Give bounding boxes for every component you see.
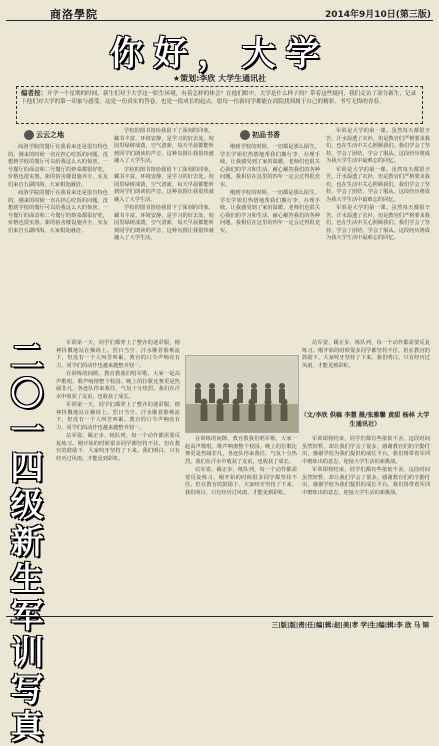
article-paragraph: 在训练的间隙，教官教我们唱军歌，大家一起高声歌唱，歌声响彻整个校园。晚上的拉歌比赛更是热闹非凡，各连队你来我往，气氛十分热烈。我们在汗水中收获了友谊，也收获了成长。 (56, 371, 180, 400)
section-bullet-icon (24, 130, 34, 140)
article-paragraph: 学校的图书馆给我留下了深刻的印象，藏书丰富，环境安静，是学习的好去处。校园里绿树成荫，空气清新，每天早晨都能听到同学们朗读的声音，这种氛围让我很快就融入了大学生活。 (114, 128, 214, 165)
military-training-photo (185, 355, 299, 433)
article-paragraph: 站军姿、踢正步、练队列，每一个动作都需要反复练习。刚开始的时候很多同学都坚持不住，但在教官的鼓励下，大家咬牙坚持了下来。我们明白，只有经历过风雨，才能见到彩虹。 (56, 433, 180, 462)
photo-illustration (186, 356, 298, 432)
article-paragraph: 学校的图书馆给我留下了深刻的印象，藏书丰富，环境安静，是学习的好去处。校园里绿树成荫，空气清新，每天早晨都能听到同学们朗读的声音，这种氛围让我很快就融入了大学生活。 (114, 166, 214, 203)
article-paragraph: 军训第一天，同学们都穿上了整齐的迷彩服，精神抖擞地站在操场上。烈日当空，汗水顺着脸颊流下，但没有一个人叫苦叫累。教官的口令声响亮有力，同学们的动作也越来越整齐划一。 (56, 340, 180, 369)
article-paragraph: 站军姿、踢正步、练队列，每一个动作都需要反复练习。刚开始的时候很多同学都坚持不住，但在教官的鼓励下，大家咬牙坚持了下来。我们明白，只有经历过风雨，才能见到彩虹。 (185, 467, 297, 496)
vertical-title: 二〇一四级新生军训写真 (10, 337, 44, 746)
article-paragraph: 在训练的间隙，教官教我们唱军歌，大家一起高声歌唱，歌声响彻整个校园。晚上的拉歌比赛更是热闹非凡，各连队你来我往，气氛十分热烈。我们在汗水中收获了友谊，也收获了成长。 (185, 436, 297, 465)
section-bullet-icon (240, 130, 250, 140)
article-paragraph: 刚到学校的时候，一切都是那么陌生。学长学姐们热情地帮我们搬行李、办理手续，让我感受到了家的温暖。老师们也很关心我们的学习和生活，耐心解答我们的各种问题。我相信在这里的四年一定会过得很充实。 (220, 144, 320, 188)
lower-column-2 (185, 436, 297, 612)
article-paragraph: 军训是大学的第一课。虽然每天都很辛苦，汗水湿透了衣衫，但是教官们严格要求我们，也在生活中关心照顾我们。我们学会了坚持，学会了团结，学会了服从。这段经历将成为我大学生活中最难忘的回忆。 (326, 205, 430, 242)
masthead (6, 6, 433, 21)
lower-column-1 (56, 340, 180, 612)
article-paragraph: 学校的图书馆给我留下了深刻的印象，藏书丰富，环境安静，是学习的好去处。校园里绿树成荫，空气清新，每天早晨都能听到同学们朗读的声音，这种氛围让我很快就融入了大学生活。 (114, 205, 214, 242)
article-paragraph: 商洛学院的餐厅在我看来还是很有特色的。刚来的时候一直在担心吃饭的问题，没想到学校的餐厅可以给我这么大的惊喜。一号餐厅的面食和二号餐厅的炒菜都很好吃，价格也很实惠。新的宿舍楼设施齐全，室友们来自五湖四海，大家相处融洽。 (8, 190, 108, 234)
paper-logo: 商洛學院 (50, 8, 98, 21)
article-column-2 (114, 128, 214, 334)
issue-date: 2014年9月10日(第三版) (324, 10, 431, 20)
article-column-1 (8, 144, 108, 334)
article-paragraph: 刚到学校的时候，一切都是那么陌生。学长学姐们热情地帮我们搬行李、办理手续，让我感受到了家的温暖。老师们也很关心我们的学习和生活，耐心解答我们的各种问题。我相信在这里的四年一定会过得很充实。 (220, 190, 320, 234)
article-paragraph: 军训是大学的第一课。虽然每天都很辛苦，汗水湿透了衣衫，但是教官们严格要求我们，也在生活中关心照顾我们。我们学会了坚持，学会了团结，学会了服从。这段经历将成为我大学生活中最难忘的回忆。 (326, 128, 430, 165)
lower-column-3 (302, 340, 430, 410)
section-head-left-label: 云云之地 (36, 131, 64, 139)
lower-column-4 (302, 436, 430, 612)
article-column-4 (326, 128, 430, 334)
article-column-3 (220, 144, 320, 334)
article-paragraph: 站军姿、踢正步、练队列，每一个动作都需要反复练习。刚开始的时候很多同学都坚持不住，但在教官的鼓励下，大家咬牙坚持了下来。我们明白，只有经历过风雨，才能见到彩虹。 (302, 340, 430, 369)
photo-caption: （文/李欣 供稿 李慧 摄/张雅馨 黄甜 杨林 大学生通讯社） (300, 412, 430, 428)
footer-editors: 三|版|版|责|任|编|辑:赵|美|孝 学|生|编|辑:李 欣 马 锦 (271, 621, 429, 629)
editor-note (16, 86, 423, 124)
section-head-right-label: 初品书香 (252, 131, 280, 139)
article-paragraph: 军训第一天，同学们都穿上了整齐的迷彩服，精神抖擞地站在操场上。烈日当空，汗水顺着脸颊流下，但没有一个人叫苦叫累。教官的口令声响亮有力，同学们的动作也越来越整齐划一。 (56, 402, 180, 431)
article-paragraph: 军训是大学的第一课。虽然每天都很辛苦，汗水湿透了衣衫，但是教官们严格要求我们，也在生活中关心照顾我们。我们学会了坚持，学会了团结，学会了服从。这段经历将成为我大学生活中最难忘的回忆。 (326, 166, 430, 203)
editor-note-label: 编者按： (21, 89, 47, 97)
article-paragraph: 商洛学院的餐厅在我看来还是很有特色的。刚来的时候一直在担心吃饭的问题，没想到学校的餐厅可以给我这么大的惊喜。一号餐厅的面食和二号餐厅的炒菜都很好吃，价格也很实惠。新的宿舍楼设施齐全，室友们来自五湖四海，大家相处融洽。 (8, 144, 108, 188)
headline (0, 26, 439, 74)
section-head-right (240, 130, 280, 140)
headline-text: 你好，大学 (109, 34, 330, 74)
article-paragraph: 军训即将结束，同学们都有些依依不舍。这段时间虽然短暂，却让我们学会了很多。感谢教官们的辛勤付出，感谢学校为我们提供的成长平台。我们将带着军训中磨炼出的意志，迎接大学生活的新挑战。 (302, 436, 430, 465)
editor-note-text: 开学一个星期的时间，新生们对于大学这一陌生环境，有着怎样的体会？在他们眼中，大学是什么样子的？带着这些疑问，我们走访了部分新生，记录下他们对大学的第一印象与感受。这是一份真实的答卷，也是一段成长的起点。愿每一位新同学都能在商院找到属于自己的精彩，书写无悔的青春。 (21, 91, 417, 105)
byline: ★策划:李欣 大学生通讯社 (172, 74, 267, 83)
section-head-left (24, 130, 64, 140)
footer (6, 616, 433, 631)
article-paragraph: 军训即将结束，同学们都有些依依不舍。这段时间虽然短暂，却让我们学会了很多。感谢教官们的辛勤付出，感谢学校为我们提供的成长平台。我们将带着军训中磨炼出的意志，迎接大学生活的新挑战。 (302, 467, 430, 496)
